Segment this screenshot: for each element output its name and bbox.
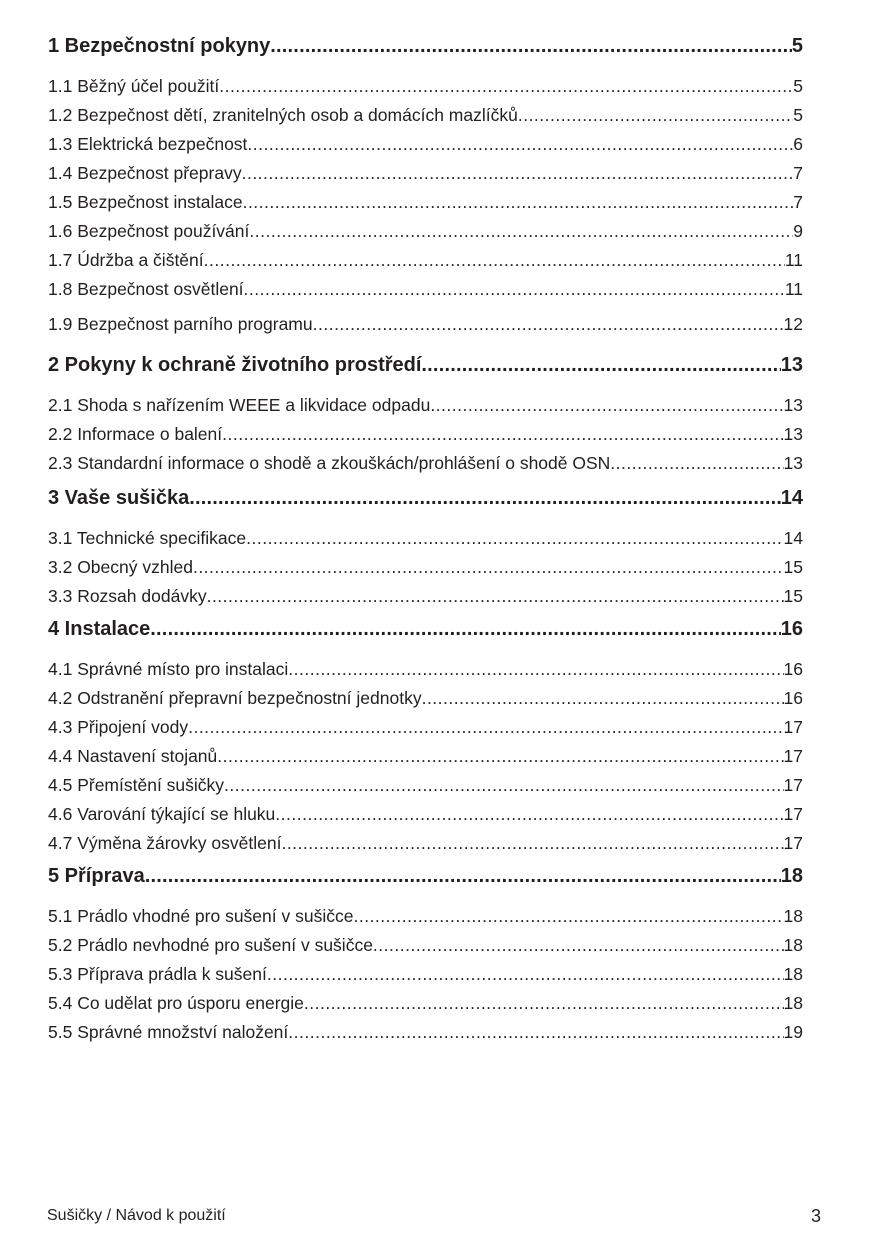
toc-item-label: 1.8 Bezpečnost osvětlení — [48, 279, 244, 299]
toc-item-1-5[interactable] — [48, 188, 803, 217]
toc-leader-dots — [244, 275, 785, 304]
toc-chapter-2[interactable] — [48, 349, 803, 381]
toc-page-number: 18 — [783, 964, 803, 984]
toc-chapter-3[interactable] — [48, 482, 803, 514]
toc-page-number: 9 — [793, 221, 803, 241]
toc-item-1-9[interactable] — [48, 310, 803, 339]
toc-item-1-2[interactable] — [48, 101, 803, 130]
toc-item-label: 3.1 Technické specifikace — [48, 528, 247, 548]
toc-item-label: 1.4 Bezpečnost přepravy — [48, 163, 242, 183]
toc-leader-dots — [243, 188, 794, 217]
toc-chapter-5[interactable] — [48, 860, 803, 892]
toc-chapter-1[interactable] — [48, 30, 803, 62]
toc-chapter-label: 3 Vaše sušička — [48, 487, 190, 509]
toc-item-label: 4.6 Varování týkající se hluku — [48, 804, 276, 824]
toc-leader-dots — [270, 30, 792, 62]
toc-page-number: 11 — [784, 279, 803, 299]
toc-item-1-8[interactable] — [48, 275, 803, 304]
toc-leader-dots — [304, 989, 784, 1018]
toc-leader-dots — [189, 482, 781, 514]
toc-leader-dots — [313, 310, 784, 339]
toc-item-4-6[interactable] — [48, 800, 803, 829]
toc-item-2-2[interactable] — [48, 420, 803, 449]
toc-page-number: 12 — [783, 314, 803, 334]
toc-page-number: 13 — [780, 354, 803, 376]
footer-page-number: 3 — [810, 1206, 821, 1226]
toc-leader-dots — [150, 613, 780, 645]
toc-page-number: 5 — [793, 76, 803, 96]
toc-leader-dots — [247, 130, 793, 159]
toc-leader-dots — [222, 420, 783, 449]
toc-page-number: 13 — [783, 395, 803, 415]
toc-item-label: 1.2 Bezpečnost dětí, zranitelných osob a domácích mazlíčků — [48, 105, 518, 125]
toc-item-label: 1.5 Bezpečnost instalace — [48, 192, 243, 212]
toc-item-label: 4.4 Nastavení stojanů — [48, 746, 218, 766]
toc-page-number: 7 — [793, 192, 803, 212]
toc-item-5-4[interactable] — [48, 989, 803, 1018]
toc-page-number: 17 — [783, 717, 803, 737]
toc-item-label: 4.3 Připojení vody — [48, 717, 189, 737]
toc-page-number: 7 — [793, 163, 803, 183]
toc-leader-dots — [275, 800, 783, 829]
toc-leader-dots — [204, 246, 785, 275]
toc-item-label: 1.1 Běžný účel použití — [48, 76, 220, 96]
toc-page-number: 13 — [783, 453, 803, 473]
toc-page-number: 18 — [783, 906, 803, 926]
toc-item-5-5[interactable] — [48, 1018, 803, 1047]
toc-page-number: 11 — [784, 250, 803, 270]
toc-item-label: 5.5 Správné množství naložení — [48, 1022, 289, 1042]
table-of-contents — [48, 30, 803, 1047]
toc-item-5-2[interactable] — [48, 931, 803, 960]
toc-chapter-label: 1 Bezpečnostní pokyny — [48, 35, 271, 57]
toc-item-label: 5.4 Co udělat pro úsporu energie — [48, 993, 304, 1013]
toc-leader-dots — [188, 713, 783, 742]
toc-leader-dots — [242, 159, 794, 188]
toc-item-1-4[interactable] — [48, 159, 803, 188]
toc-leader-dots — [288, 655, 783, 684]
toc-item-label: 2.3 Standardní informace o shodě a zkouškách/prohlášení o shodě OSN — [48, 453, 611, 473]
toc-item-label: 2.2 Informace o balení — [48, 424, 223, 444]
toc-item-4-3[interactable] — [48, 713, 803, 742]
toc-leader-dots — [353, 902, 783, 931]
toc-item-label: 1.3 Elektrická bezpečnost — [48, 134, 248, 154]
toc-leader-dots — [219, 72, 793, 101]
toc-leader-dots — [610, 449, 783, 478]
toc-item-label: 5.3 Příprava prádla k sušení — [48, 964, 267, 984]
toc-item-2-1[interactable] — [48, 391, 803, 420]
toc-page-number: 15 — [783, 557, 803, 577]
toc-page-number: 17 — [783, 746, 803, 766]
toc-page-number: 18 — [780, 865, 803, 887]
toc-chapter-label: 4 Instalace — [48, 618, 151, 640]
toc-leader-dots — [422, 684, 784, 713]
toc-item-label: 2.1 Shoda s nařízením WEEE a likvidace odpadu — [48, 395, 431, 415]
toc-item-1-1[interactable] — [48, 72, 803, 101]
toc-page-number: 17 — [783, 833, 803, 853]
toc-item-3-2[interactable] — [48, 553, 803, 582]
toc-page-number: 16 — [780, 618, 803, 640]
toc-item-label: 1.7 Údržba a čištění — [48, 250, 204, 270]
toc-item-5-3[interactable] — [48, 960, 803, 989]
toc-item-label: 1.6 Bezpečnost používání — [48, 221, 250, 241]
toc-chapter-label: 2 Pokyny k ochraně životního prostředí — [48, 354, 422, 376]
toc-leader-dots — [267, 960, 784, 989]
toc-item-4-5[interactable] — [48, 771, 803, 800]
toc-page-number: 14 — [783, 528, 803, 548]
toc-leader-dots — [288, 1018, 783, 1047]
toc-item-1-7[interactable] — [48, 246, 803, 275]
toc-item-5-1[interactable] — [48, 902, 803, 931]
toc-item-4-7[interactable] — [48, 829, 803, 858]
toc-leader-dots — [145, 860, 781, 892]
toc-item-2-3[interactable] — [48, 449, 803, 478]
toc-page-number: 16 — [783, 688, 803, 708]
toc-page-number: 5 — [791, 35, 803, 57]
toc-leader-dots — [249, 217, 793, 246]
toc-chapter-4[interactable] — [48, 613, 803, 645]
toc-item-label: 4.2 Odstranění přepravní bezpečnostní jednotky — [48, 688, 422, 708]
toc-leader-dots — [193, 553, 784, 582]
toc-leader-dots — [207, 582, 784, 611]
toc-leader-dots — [518, 101, 793, 130]
toc-leader-dots — [421, 349, 780, 381]
toc-page-number: 17 — [783, 804, 803, 824]
toc-item-4-1[interactable] — [48, 655, 803, 684]
toc-page-number: 18 — [783, 993, 803, 1013]
toc-page-number: 18 — [783, 935, 803, 955]
toc-item-4-2[interactable] — [48, 684, 803, 713]
toc-leader-dots — [246, 524, 783, 553]
toc-item-label: 4.5 Přemístění sušičky — [48, 775, 225, 795]
toc-item-label: 3.3 Rozsah dodávky — [48, 586, 207, 606]
toc-item-1-6[interactable] — [48, 217, 803, 246]
toc-page-number: 17 — [783, 775, 803, 795]
toc-item-1-3[interactable] — [48, 130, 803, 159]
toc-item-label: 5.1 Prádlo vhodné pro sušení v sušičce — [48, 906, 354, 926]
toc-item-label: 3.2 Obecný vzhled — [48, 557, 193, 577]
toc-item-label: 1.9 Bezpečnost parního programu — [48, 314, 313, 334]
toc-item-label: 4.1 Správné místo pro instalaci — [48, 659, 289, 679]
toc-page-number: 19 — [783, 1022, 803, 1042]
toc-page-number: 14 — [780, 487, 803, 509]
toc-leader-dots — [430, 391, 783, 420]
toc-leader-dots — [373, 931, 784, 960]
toc-item-label: 4.7 Výměna žárovky osvětlení — [48, 833, 282, 853]
toc-leader-dots — [224, 771, 783, 800]
toc-item-4-4[interactable] — [48, 742, 803, 771]
toc-page-number: 15 — [783, 586, 803, 606]
toc-page-number: 6 — [793, 134, 803, 154]
toc-leader-dots — [281, 829, 783, 858]
toc-leader-dots — [217, 742, 783, 771]
toc-item-3-1[interactable] — [48, 524, 803, 553]
toc-page-number: 16 — [783, 659, 803, 679]
toc-page-number: 5 — [793, 105, 803, 125]
toc-item-label: 5.2 Prádlo nevhodné pro sušení v sušičce — [48, 935, 373, 955]
toc-chapter-label: 5 Příprava — [48, 865, 145, 887]
toc-item-3-3[interactable] — [48, 582, 803, 611]
toc-page-number: 13 — [783, 424, 803, 444]
footer-document-title: Sušičky / Návod k použití — [47, 1207, 226, 1224]
